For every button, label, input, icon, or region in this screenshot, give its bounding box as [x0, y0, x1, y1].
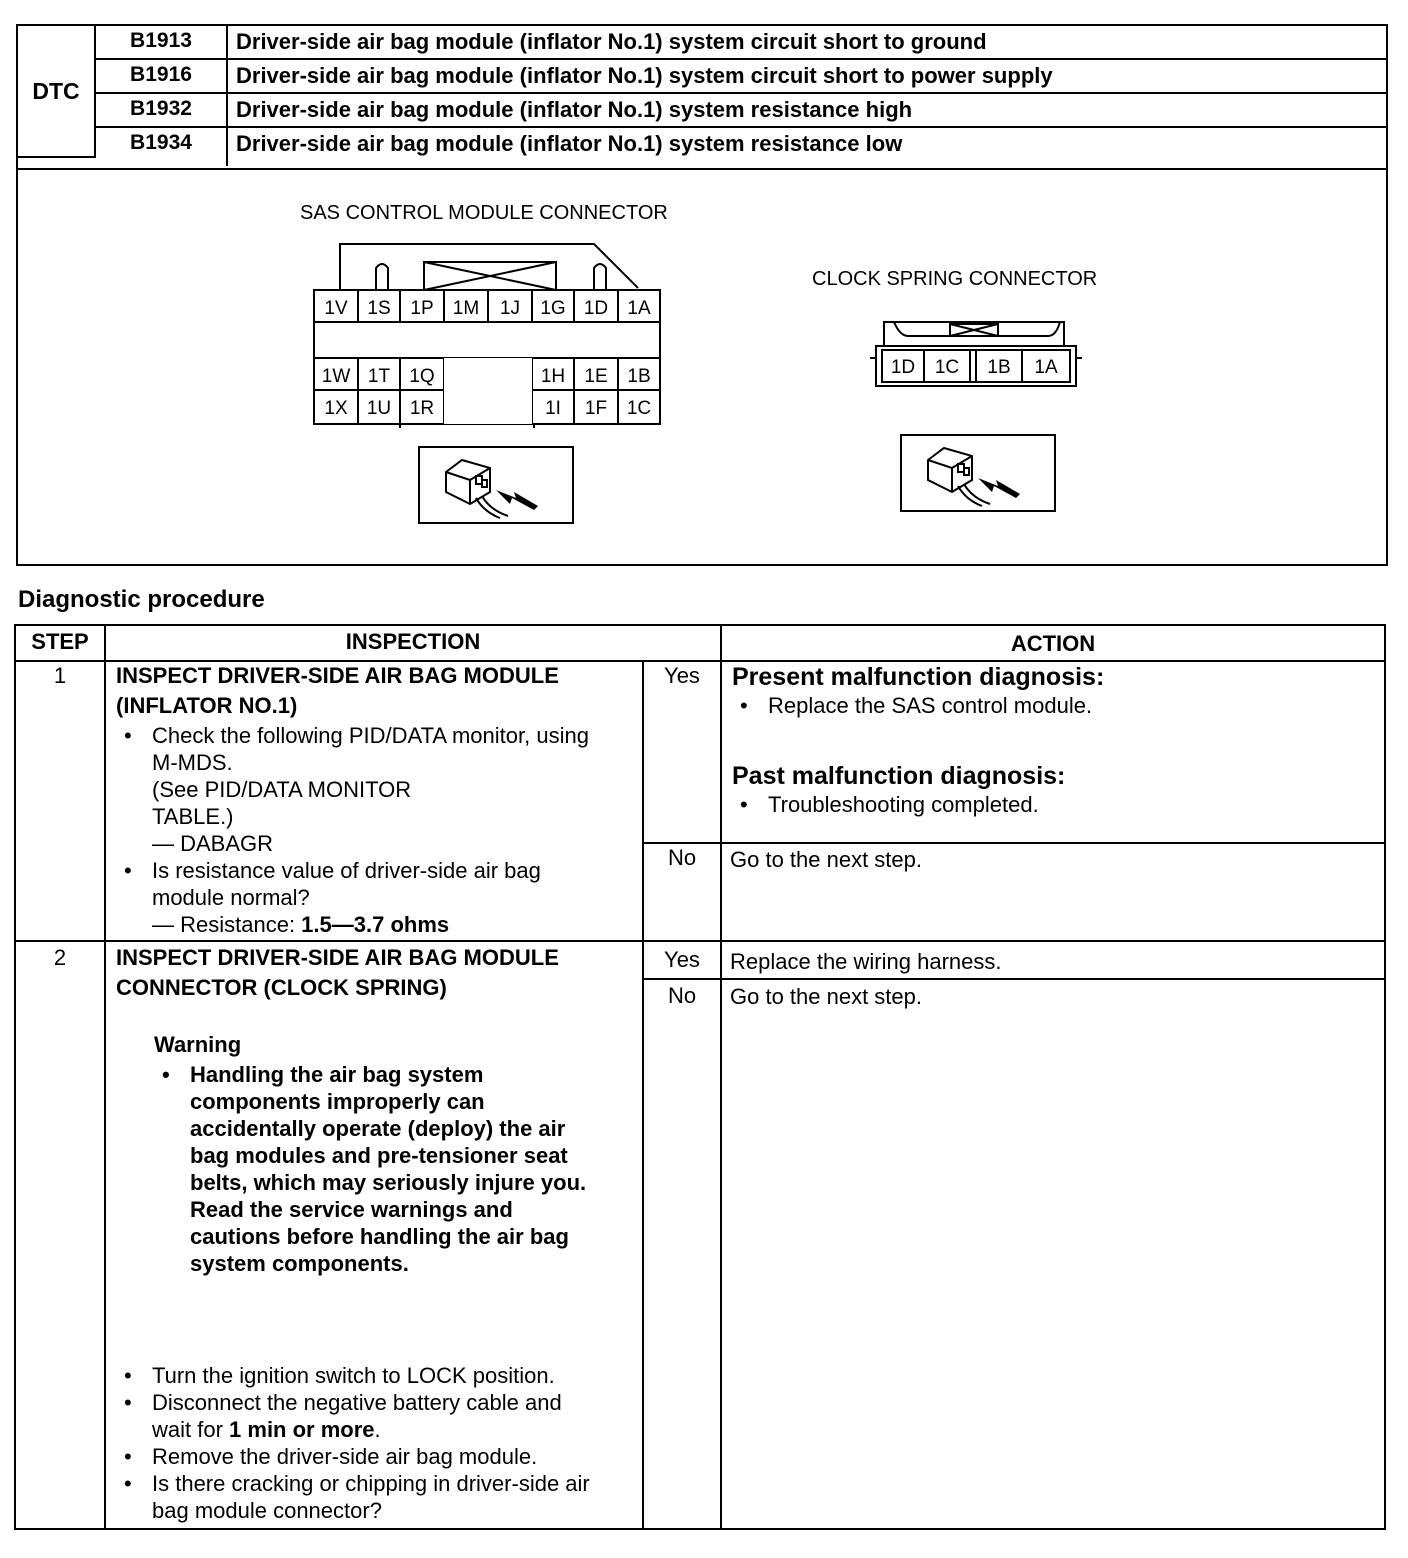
dtc-description: Driver-side air bag module (inflator No.1) system circuit short to ground	[236, 29, 987, 54]
step1-yes-action	[732, 662, 1372, 818]
harness-side-view-icon	[900, 434, 1056, 514]
step-title: (INFLATOR NO.1)	[116, 693, 298, 718]
pin-label: 1I	[545, 398, 561, 419]
diagnostic-table	[14, 624, 1386, 1530]
pin-label: 1B	[627, 366, 651, 387]
step1-inspection	[116, 662, 636, 938]
pin-label: 1A	[1034, 357, 1058, 378]
dtc-code: B1932	[96, 94, 228, 126]
header-action: ACTION	[1010, 631, 1096, 656]
dtc-table	[16, 24, 1388, 566]
text-line: accidentally operate (deploy) the air	[190, 1116, 566, 1141]
text-line: • Disconnect the negative battery cable and	[152, 1390, 562, 1415]
sas-connector-diagram	[308, 238, 668, 428]
pin-label: 1M	[452, 298, 480, 319]
clock-spring-caption: CLOCK SPRING CONNECTOR	[812, 268, 1098, 290]
pin-label: 1G	[540, 298, 566, 319]
harness-side-view-icon	[418, 446, 574, 526]
text-line: M-MDS.	[152, 750, 233, 775]
list-item: • Troubleshooting completed.	[732, 791, 1372, 818]
text-run: wait for	[152, 1417, 230, 1442]
pin-label: 1R	[409, 398, 435, 419]
text-line: system components.	[190, 1251, 409, 1276]
text-line: Read the service warnings and	[190, 1197, 513, 1222]
text-line: — DABAGR	[152, 831, 274, 856]
pin-label: 1S	[367, 298, 391, 319]
step2-no-action: Go to the next step.	[730, 984, 923, 1009]
list-item	[116, 722, 636, 857]
text-run: — Resistance:	[152, 912, 302, 937]
present-malfunction-title: Present malfunction diagnosis:	[732, 663, 1105, 691]
pin-label: 1E	[584, 366, 608, 387]
text-line: module normal?	[152, 885, 310, 910]
pin-label: 1T	[367, 366, 391, 387]
pin-label: 1X	[324, 398, 348, 419]
step-number: 2	[53, 945, 67, 970]
sas-connector-caption: SAS CONTROL MODULE CONNECTOR	[300, 202, 668, 224]
text-line: belts, which may seriously injure you.	[190, 1170, 587, 1195]
list-item	[116, 1470, 640, 1524]
text-line: • Check the following PID/DATA monitor, using	[152, 723, 589, 748]
dtc-row	[96, 26, 1388, 60]
clock-spring-connector-diagram	[870, 314, 1084, 390]
dtc-code: B1934	[96, 128, 228, 166]
pin-label: 1H	[540, 366, 566, 387]
text-line: bag modules and pre-tensioner seat	[190, 1143, 568, 1168]
dtc-description: Driver-side air bag module (inflator No.1) system resistance low	[236, 131, 903, 156]
dtc-description: Driver-side air bag module (inflator No.1) system resistance high	[236, 97, 913, 122]
no-label: No	[667, 845, 697, 870]
no-label: No	[667, 983, 697, 1008]
pin-label: 1P	[410, 298, 434, 319]
pin-label: 1J	[499, 298, 521, 319]
step-title: CONNECTOR (CLOCK SPRING)	[116, 975, 447, 1000]
past-malfunction-title: Past malfunction diagnosis:	[732, 762, 1066, 790]
pin-label: 1C	[626, 398, 652, 419]
pin-label: 1W	[321, 366, 351, 387]
dtc-label: DTC	[18, 26, 96, 158]
connector-figure	[18, 168, 1386, 566]
text-line	[152, 911, 636, 938]
text-line	[152, 1416, 640, 1443]
step-title: INSPECT DRIVER-SIDE AIR BAG MODULE	[116, 663, 559, 688]
step2-checklist	[116, 1362, 640, 1524]
text-line: • Is there cracking or chipping in driver-side air	[152, 1471, 590, 1496]
resistance-value: 1.5—3.7 ohms	[301, 912, 450, 937]
dtc-code: B1913	[96, 26, 228, 58]
pin-label: 1V	[324, 298, 348, 319]
list-item: • Turn the ignition switch to LOCK position.	[116, 1362, 640, 1389]
header-inspection: INSPECTION	[345, 629, 481, 654]
list-item	[116, 1389, 640, 1443]
warning-text	[154, 1061, 640, 1277]
wait-time: 1 min or more	[229, 1417, 375, 1442]
pin-label: 1A	[627, 298, 651, 319]
yes-label: Yes	[664, 947, 700, 972]
dtc-description: Driver-side air bag module (inflator No.1) system circuit short to power supply	[236, 63, 1053, 88]
list-item: • Remove the driver-side air bag module.	[116, 1443, 640, 1470]
step-number: 1	[53, 663, 67, 688]
step2-yes-action: Replace the wiring harness.	[730, 949, 1002, 974]
pin-label: 1U	[366, 398, 392, 419]
text-line: (See PID/DATA MONITOR	[152, 777, 412, 802]
text-line: cautions before handling the air bag	[190, 1224, 569, 1249]
pin-label: 1D	[583, 298, 609, 319]
dtc-row	[96, 128, 1388, 166]
pin-label: 1C	[934, 357, 960, 378]
yes-label: Yes	[664, 663, 700, 688]
pin-label: 1B	[987, 357, 1011, 378]
dtc-row	[96, 60, 1388, 94]
step2-inspection	[116, 944, 640, 1277]
list-item: • Replace the SAS control module.	[732, 692, 1372, 719]
text-run: .	[374, 1417, 381, 1442]
pin-label: 1Q	[409, 366, 435, 387]
dtc-code: B1916	[96, 60, 228, 92]
text-line: • Handling the air bag system	[190, 1062, 484, 1087]
text-line: • Is resistance value of driver-side air bag	[152, 858, 541, 883]
dtc-row	[96, 94, 1388, 128]
text-line: components improperly can	[190, 1089, 485, 1114]
list-item	[116, 857, 636, 938]
pin-label: 1F	[584, 398, 608, 419]
text-line: TABLE.)	[152, 804, 234, 829]
warning-title: Warning	[154, 1032, 242, 1057]
text-line: bag module connector?	[152, 1498, 382, 1523]
step1-no-action: Go to the next step.	[730, 847, 923, 872]
header-step: STEP	[31, 629, 89, 654]
section-title: Diagnostic procedure	[18, 586, 265, 613]
pin-label: 1D	[890, 357, 916, 378]
step-title: INSPECT DRIVER-SIDE AIR BAG MODULE	[116, 945, 559, 970]
